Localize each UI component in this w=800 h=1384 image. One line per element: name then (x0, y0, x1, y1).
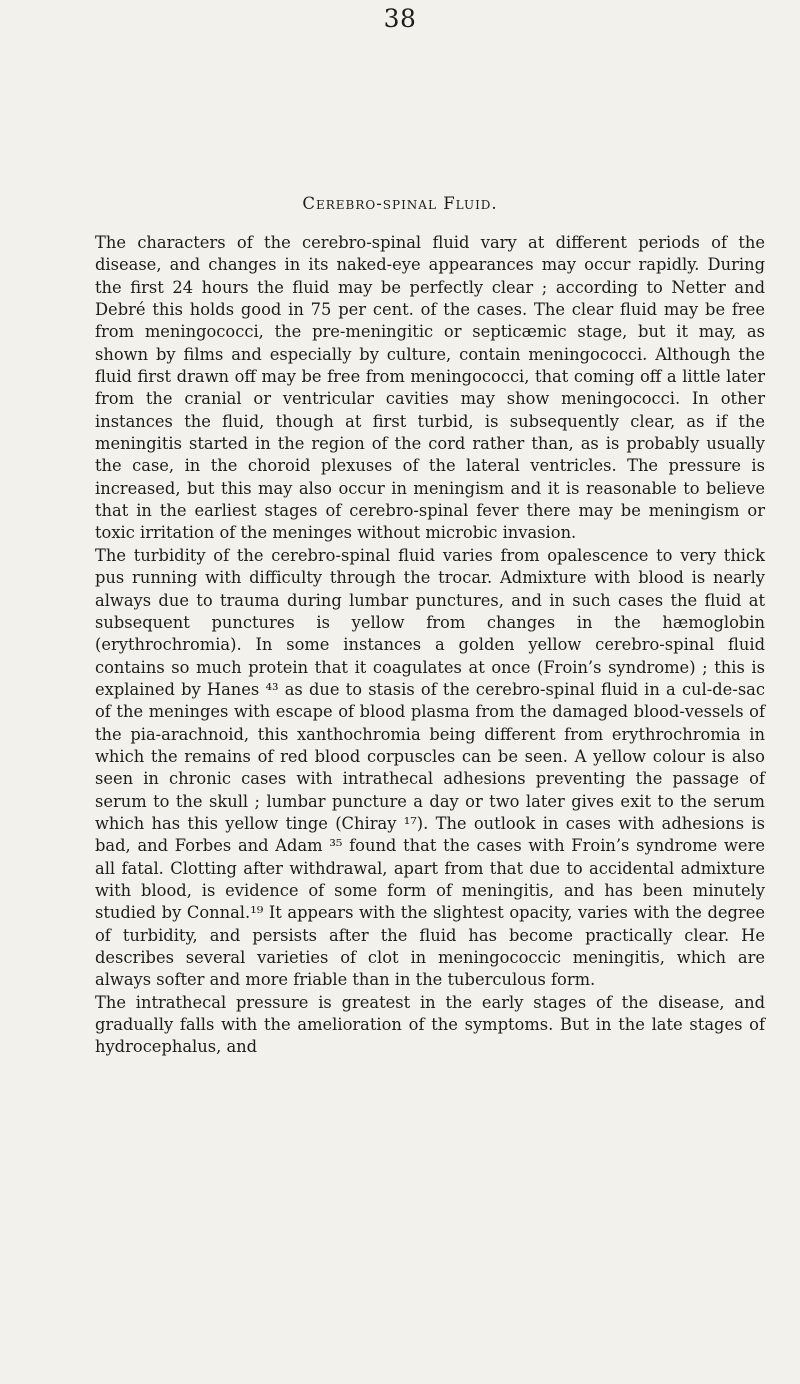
page-number: 38 (383, 4, 417, 33)
body-text (95, 232, 765, 1059)
paragraph-2: The turbidity of the cerebro-spinal fluid varies from opalescence to very thick pus running with difficulty through the trocar. Admixture with blood is nearly always due to trauma during lumbar punctures, and in such cases the fluid at subsequent punctures is yellow from changes in the hæmoglobin (erythrochromia). In some instances a golden yellow cerebro-spinal fluid contains so much protein that it coagulates at once (Froin’s syndrome) ; this is explained by Hanes ⁴³ as due to stasis of the cerebro-spinal fluid in a cul-de-sac of the meninges with escape of blood plasma from the damaged blood-vessels of the pia-arachnoid, this xanthochromia being different from erythrochromia in which the remains of red blood corpuscles can be seen. A yellow colour is also seen in chronic cases with intrathecal adhesions preventing the passage of serum to the skull ; lumbar puncture a day or two later gives exit to the serum which has this yellow tinge (Chiray ¹⁷). The outlook in cases with adhesions is bad, and Forbes and Adam ³⁵ found that the cases with Froin’s syndrome were all fatal. Clotting after withdrawal, apart from that due to accidental admixture with blood, is evidence of some form of meningitis, and has been minutely studied by Connal.¹⁹ It appears with the slightest opacity, varies with the degree of turbidity, and persists after the fluid has become practically clear. He describes several varieties of clot in meningococcic meningitis, which are always softer and more friable than in the tuberculous form. (95, 545, 765, 990)
paragraph-3: The intrathecal pressure is greatest in the early stages of the disease, and gradually falls with the amelioration of the symptoms. But in the late stages of hydrocephalus, and (95, 992, 765, 1057)
paragraph-1: The characters of the cerebro-spinal fluid vary at different periods of the disease, and changes in its naked-eye appearances may occur rapidly. During the first 24 hours the fluid may be perfectly clear ; according to Netter and Debré this holds good in 75 per cent. of the cases. The clear fluid may be free from meningococci, the pre-meningitic or septicæmic stage, but it may, as shown by films and especially by culture, contain meningococci. Although the fluid first drawn off may be free from meningococci, that coming off a little later from the cranial or ventricular cavities may show meningococci. In other instances the fluid, though at first turbid, is subsequently clear, as if the meningitis started in the region of the cord rather than, as is probably usually the case, in the choroid plexuses of the lateral ventricles. The pressure is increased, but this may also occur in meningism and it is reasonable to believe that in the earliest stages of cerebro-spinal fever there may be meningism or toxic irritation of the meninges without microbic invasion. (95, 233, 765, 543)
section-title: Cerebro-spinal Fluid. (302, 194, 498, 213)
